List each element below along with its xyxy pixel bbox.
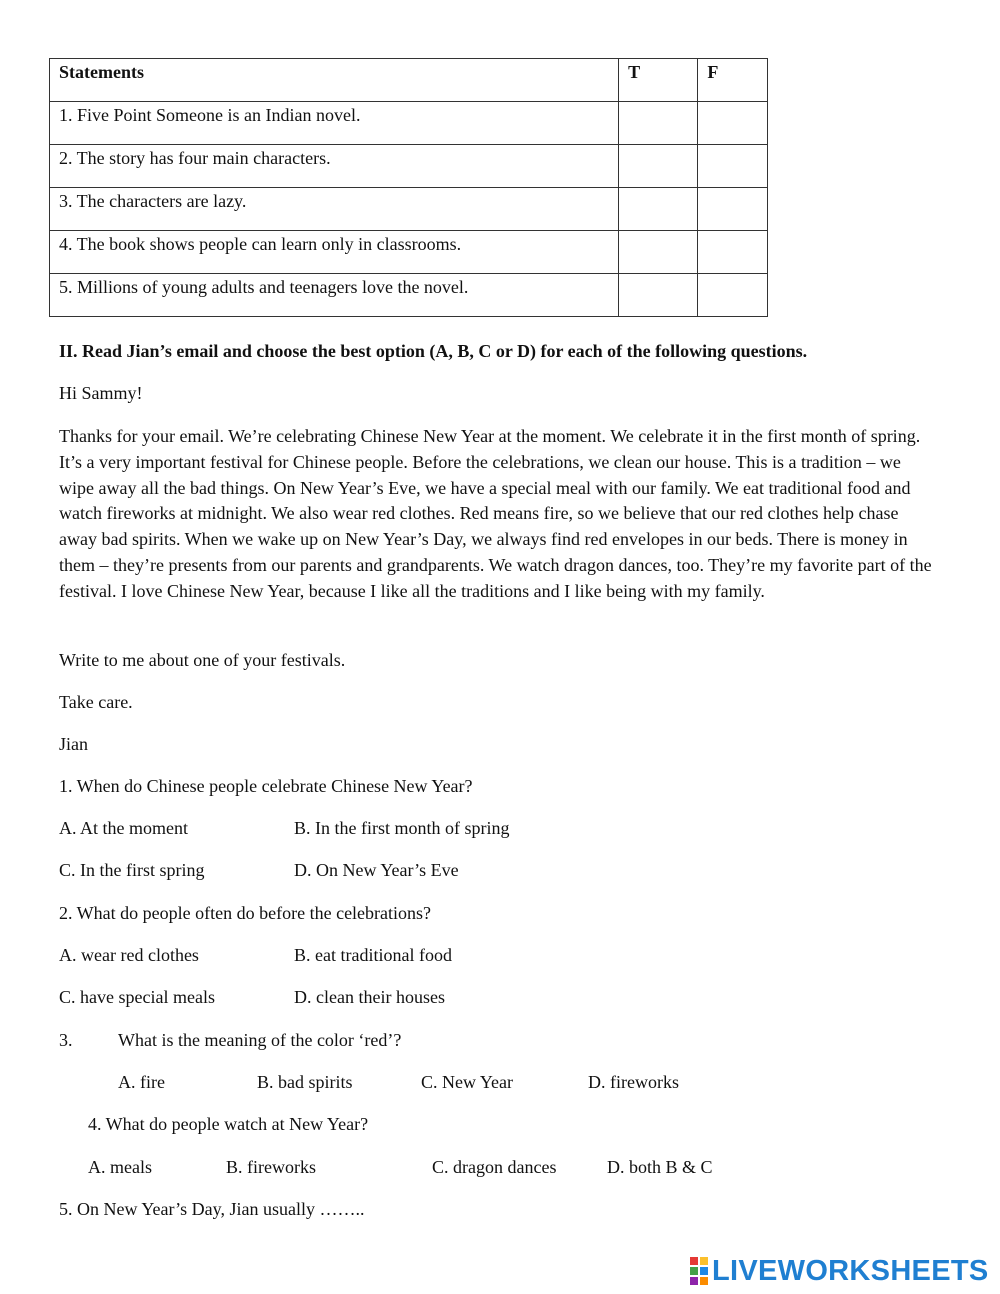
- email-request: Write to me about one of your festivals.: [59, 650, 346, 670]
- false-answer-cell[interactable]: [698, 188, 768, 231]
- question-3-number: 3.: [59, 1030, 73, 1050]
- logo-block: [690, 1277, 698, 1285]
- true-false-table: [49, 58, 768, 317]
- table-row: [50, 188, 768, 231]
- statement-cell: 2. The story has four main characters.: [50, 145, 619, 188]
- logo-block: [700, 1267, 708, 1275]
- q3-option-c[interactable]: C. New Year: [421, 1072, 513, 1092]
- false-answer-cell[interactable]: [698, 145, 768, 188]
- true-answer-cell[interactable]: [619, 274, 698, 317]
- q2-option-b[interactable]: B. eat traditional food: [294, 945, 452, 965]
- liveworksheets-logo: [690, 1254, 989, 1288]
- email-closing: Take care.: [59, 692, 133, 712]
- logo-block: [700, 1257, 708, 1265]
- header-statements: Statements: [50, 59, 619, 102]
- false-answer-cell[interactable]: [698, 274, 768, 317]
- q1-option-a[interactable]: A. At the moment: [59, 818, 188, 838]
- q1-option-b[interactable]: B. In the first month of spring: [294, 818, 510, 838]
- section-heading: II. Read Jian’s email and choose the best option (A, B, C or D) for each of the following questions.: [59, 341, 808, 361]
- logo-text: LIVEWORKSHEETS: [712, 1254, 989, 1287]
- header-false: F: [698, 59, 768, 102]
- table-header-row: [50, 59, 768, 102]
- true-answer-cell[interactable]: [619, 231, 698, 274]
- email-body: Thanks for your email. We’re celebrating Chinese New Year at the moment. We celebrate it in the first month of spring. It’s a very important festival for Chinese people. Before the celebrations, we clean our house. This is a tradition – we wipe away all the bad things. On New Year’s Eve, we have a special meal with our family. We eat traditional food and watch fireworks at midnight. We also wear red clothes. Red means fire, so we believe that our red clothes help chase away bad spirits. When we wake up on New Year’s Day, we always find red envelopes in our beds. There is money in them – they’re presents from our parents and grandparents. We watch dragon dances, too. They’re my favorite part of the festival. I love Chinese New Year, because I like all the traditions and I like being with my family.: [59, 426, 932, 601]
- q3-option-a[interactable]: A. fire: [118, 1072, 165, 1092]
- statement-cell: 4. The book shows people can learn only in classrooms.: [50, 231, 619, 274]
- statement-cell: 1. Five Point Someone is an Indian novel.: [50, 102, 619, 145]
- header-true: T: [619, 59, 698, 102]
- table-row: [50, 274, 768, 317]
- table-row: [50, 145, 768, 188]
- logo-block: [690, 1257, 698, 1265]
- email-signature: Jian: [59, 734, 88, 754]
- q4-option-d[interactable]: D. both B & C: [607, 1157, 713, 1177]
- email-greeting: Hi Sammy!: [59, 383, 143, 403]
- q4-option-c[interactable]: C. dragon dances: [432, 1157, 557, 1177]
- q4-option-a[interactable]: A. meals: [88, 1157, 152, 1177]
- true-answer-cell[interactable]: [619, 145, 698, 188]
- table-row: [50, 102, 768, 145]
- q1-option-d[interactable]: D. On New Year’s Eve: [294, 860, 459, 880]
- q2-option-a[interactable]: A. wear red clothes: [59, 945, 199, 965]
- question-5: 5. On New Year’s Day, Jian usually ……..: [59, 1199, 365, 1219]
- table-row: [50, 231, 768, 274]
- false-answer-cell[interactable]: [698, 102, 768, 145]
- q2-option-c[interactable]: C. have special meals: [59, 987, 215, 1007]
- logo-blocks-icon: [690, 1257, 708, 1285]
- true-answer-cell[interactable]: [619, 102, 698, 145]
- q1-option-c[interactable]: C. In the first spring: [59, 860, 205, 880]
- false-answer-cell[interactable]: [698, 231, 768, 274]
- statement-cell: 3. The characters are lazy.: [50, 188, 619, 231]
- question-3: What is the meaning of the color ‘red’?: [118, 1030, 402, 1050]
- question-1: 1. When do Chinese people celebrate Chinese New Year?: [59, 776, 473, 796]
- logo-block: [700, 1277, 708, 1285]
- question-4: 4. What do people watch at New Year?: [88, 1114, 369, 1134]
- q3-option-d[interactable]: D. fireworks: [588, 1072, 679, 1092]
- q2-option-d[interactable]: D. clean their houses: [294, 987, 445, 1007]
- statement-cell: 5. Millions of young adults and teenagers love the novel.: [50, 274, 619, 317]
- true-answer-cell[interactable]: [619, 188, 698, 231]
- logo-block: [690, 1267, 698, 1275]
- question-2: 2. What do people often do before the celebrations?: [59, 903, 432, 923]
- q4-option-b[interactable]: B. fireworks: [226, 1157, 316, 1177]
- q3-option-b[interactable]: B. bad spirits: [257, 1072, 353, 1092]
